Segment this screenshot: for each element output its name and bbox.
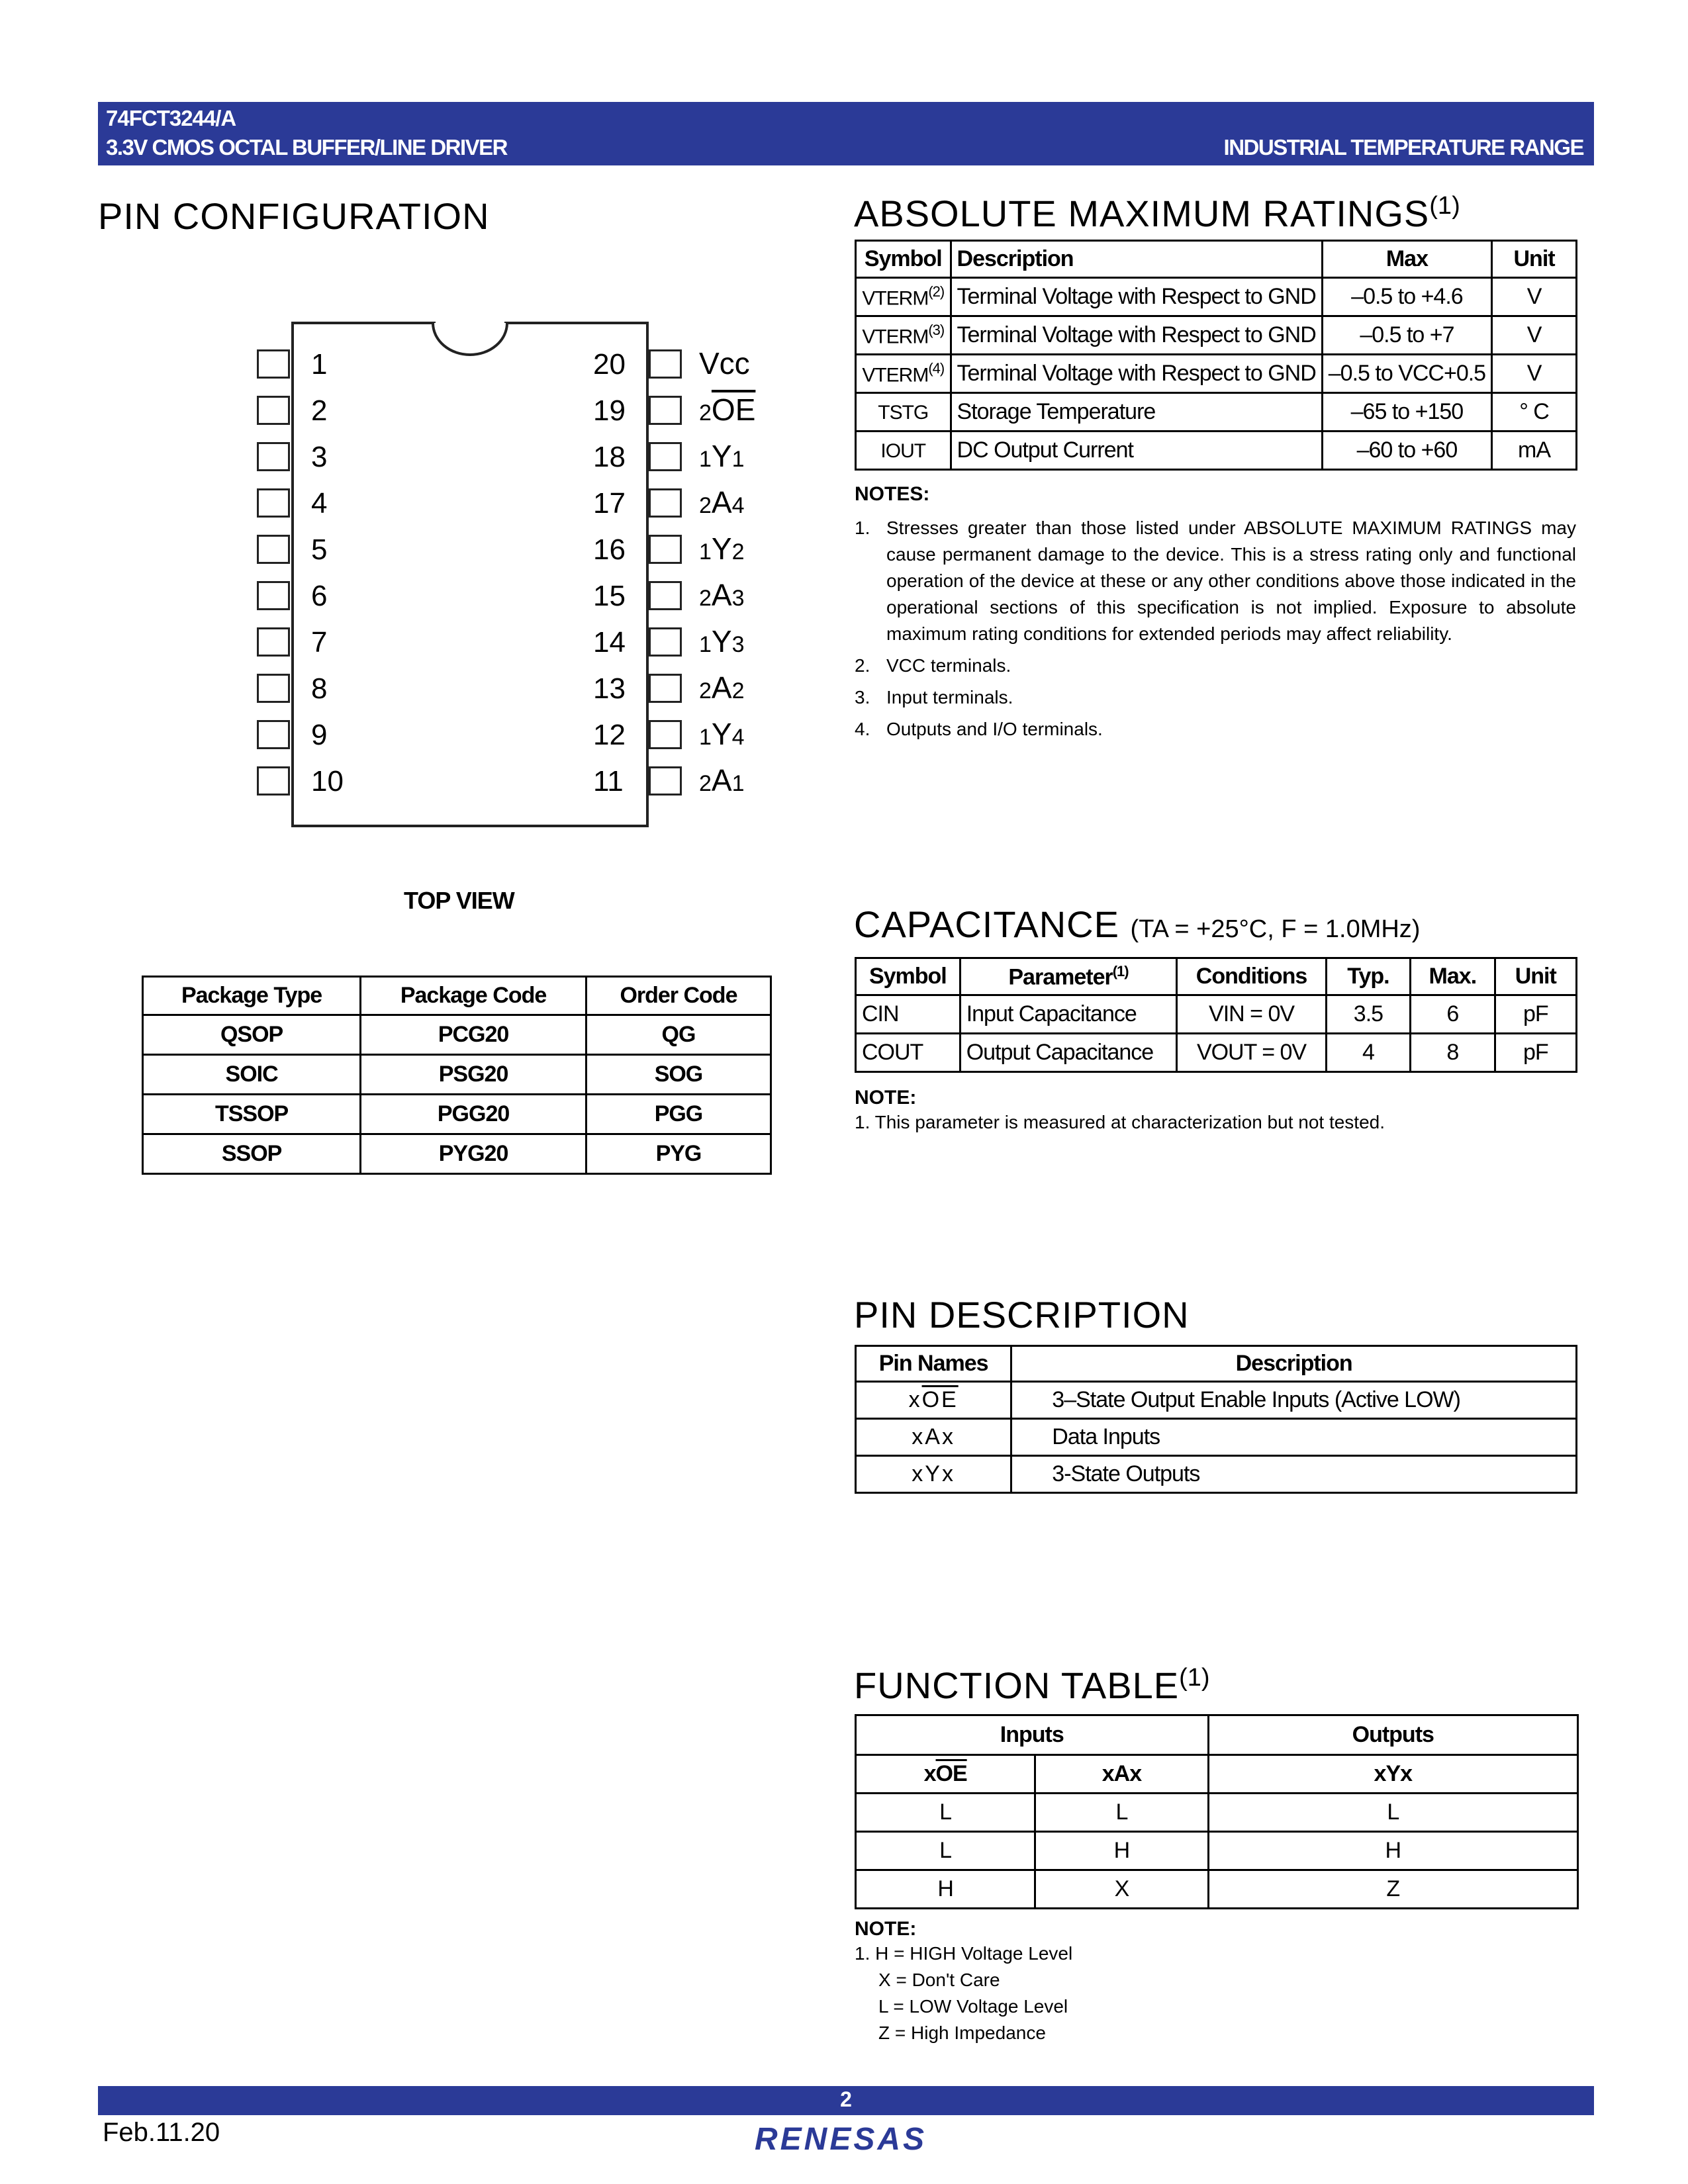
device-subtitle: 3.3V CMOS OCTAL BUFFER/LINE DRIVER <box>106 135 508 159</box>
max-cell: –0.5 to +4.6 <box>1322 278 1491 316</box>
abs-note <box>855 684 1576 711</box>
pin-name: Y <box>925 1461 942 1486</box>
function-table <box>855 1714 1579 1909</box>
table-cell: pF <box>1495 995 1576 1034</box>
symbol-ref: (3) <box>928 321 945 338</box>
pin-name-cell <box>856 1419 1011 1456</box>
pin-number: 17 <box>593 487 626 520</box>
page-number: 2 <box>840 2087 852 2111</box>
table-cell: 3.5 <box>1326 995 1410 1034</box>
pin-label-suffix: 1 <box>731 771 745 796</box>
pin-label-suffix: 2 <box>731 678 745 704</box>
capacitance-col-header <box>960 958 1177 995</box>
unit-cell: V <box>1492 278 1577 316</box>
capacitance-note: 1. This parameter is measured at characterization but not tested. <box>855 1112 1385 1132</box>
table-row <box>856 1456 1577 1493</box>
pin-label-suffix: 3 <box>731 586 745 611</box>
table-cell: H <box>1208 1832 1577 1870</box>
header-text: Unit <box>1515 964 1556 989</box>
pin-label-prefix: 2 <box>699 493 712 518</box>
pin-label-prefix: 2 <box>699 586 712 611</box>
pin-label-prefix: 1 <box>699 632 712 657</box>
note-text: VCC terminals. <box>886 655 1011 676</box>
table-row <box>856 995 1577 1034</box>
table-cell: L <box>856 1832 1035 1870</box>
description-cell: Storage Temperature <box>951 393 1322 432</box>
pin-number: 8 <box>311 672 328 705</box>
table-cell: PYG20 <box>361 1134 586 1174</box>
symbol-ref: (4) <box>928 359 945 377</box>
pin-name-prefix: x <box>912 1461 925 1486</box>
table-cell: 8 <box>1411 1034 1495 1072</box>
pin-number: 19 <box>593 394 626 427</box>
pin-number: 6 <box>311 580 328 612</box>
table-cell: QSOP <box>143 1015 361 1055</box>
header-name: xYx <box>1374 1761 1413 1786</box>
pin-11-label <box>699 762 745 798</box>
function-table-title-ref: (1) <box>1179 1664 1210 1692</box>
pin-name-prefix: x <box>912 1424 925 1449</box>
pin-label-name: Y <box>711 531 732 566</box>
header-name: xAx <box>1102 1761 1142 1786</box>
table-cell: COUT <box>856 1034 961 1072</box>
pin-name-suffix: x <box>941 1424 955 1449</box>
table-row <box>143 1055 771 1095</box>
header-ref: (1) <box>1112 962 1129 979</box>
abs-max-table <box>855 240 1577 471</box>
document-header-bar <box>98 102 1594 165</box>
pin-label-name: $\overline{OE}$ <box>711 392 756 427</box>
renesas-logo: RENESAS <box>755 2122 927 2157</box>
table-cell: L <box>1208 1794 1577 1832</box>
table-cell: PYG <box>586 1134 771 1174</box>
pin-4-pad <box>257 488 290 518</box>
pin-desc-col-header: Pin Names <box>856 1346 1011 1382</box>
pin-8-pad <box>257 674 290 703</box>
pin-label-name: Y <box>711 439 732 473</box>
pin-desc-title: PIN DESCRIPTION <box>854 1294 1190 1336</box>
abs-note <box>855 653 1576 679</box>
package-table <box>142 976 772 1175</box>
pin-16-label <box>699 531 745 567</box>
pin-label-suffix: 4 <box>731 725 745 750</box>
symbol-cell <box>856 432 951 470</box>
outputs-group-header: Outputs <box>1208 1715 1577 1755</box>
pin-19-label <box>699 392 755 428</box>
max-cell: –0.5 to VCC+0.5 <box>1322 355 1491 393</box>
pin-3-pad <box>257 442 290 471</box>
pin-label-prefix: 2 <box>699 678 712 704</box>
table-cell: SOIC <box>143 1055 361 1095</box>
pin-desc-cell: 3–State Output Enable Inputs (Active LOW) <box>1011 1382 1577 1419</box>
function-table-note-label: NOTE: <box>855 1918 917 1940</box>
pin-number: 20 <box>593 348 626 381</box>
symbol-cell <box>856 355 951 393</box>
pin-label-suffix: 2 <box>731 539 745 565</box>
document-date: Feb.11.20 <box>103 2118 220 2147</box>
pin-17-pad <box>649 488 682 518</box>
header-name: $\overline{OE}$ <box>935 1761 967 1786</box>
capacitance-col-header <box>1495 958 1576 995</box>
table-cell: pF <box>1495 1034 1576 1072</box>
pin-19-pad <box>649 396 682 425</box>
pin-name-cell <box>856 1456 1011 1493</box>
pin-number: 15 <box>593 580 626 612</box>
top-view-label: TOP VIEW <box>404 887 514 914</box>
pin-label-prefix: 2 <box>699 771 712 796</box>
pin-label-name: A <box>711 670 732 705</box>
table-row <box>143 1095 771 1134</box>
pin-label-name: A <box>711 578 732 612</box>
table-cell: PGG <box>586 1095 771 1134</box>
note-text: Input terminals. <box>886 687 1013 707</box>
pin-12-label <box>699 716 745 752</box>
header-prefix: x <box>923 1761 936 1786</box>
pin-15-pad <box>649 581 682 610</box>
pin-label-prefix: 1 <box>699 447 712 472</box>
table-cell: L <box>856 1794 1035 1832</box>
table-cell: 6 <box>1411 995 1495 1034</box>
package-col-header: Order Code <box>586 977 771 1015</box>
pin-17-label <box>699 484 745 520</box>
pin-number: 18 <box>593 441 626 473</box>
description-cell: Terminal Voltage with Respect to GND <box>951 278 1322 316</box>
pin-number: 5 <box>311 533 328 566</box>
pin-number: 11 <box>593 765 624 797</box>
header-text: Typ. <box>1347 964 1389 989</box>
table-cell: CIN <box>856 995 961 1034</box>
table-row <box>143 1134 771 1174</box>
note-text: Outputs and I/O terminals. <box>886 719 1103 739</box>
temperature-range: INDUSTRIAL TEMPERATURE RANGE <box>1223 135 1583 159</box>
abs-max-title-ref: (1) <box>1429 192 1460 220</box>
table-row <box>856 316 1577 355</box>
max-cell: –60 to +60 <box>1322 432 1491 470</box>
capacitance-title-text: CAPACITANCE <box>854 903 1119 945</box>
pin-1-pad <box>257 349 290 379</box>
table-cell: Z <box>1208 1870 1577 1909</box>
pin-name-prefix: x <box>908 1387 922 1412</box>
description-cell: Terminal Voltage with Respect to GND <box>951 316 1322 355</box>
pin-number: 1 <box>311 348 328 381</box>
pin-label-prefix: 1 <box>699 725 712 750</box>
note-number: 3. <box>855 687 870 707</box>
function-col-header <box>856 1755 1035 1794</box>
table-row <box>856 432 1577 470</box>
table-cell: PGG20 <box>361 1095 586 1134</box>
note-number: 1. <box>855 518 870 538</box>
symbol-ref: (2) <box>928 283 945 300</box>
capacitance-col-header <box>1177 958 1326 995</box>
header-text: Max. <box>1429 964 1477 989</box>
table-row <box>856 393 1577 432</box>
max-cell: –65 to +150 <box>1322 393 1491 432</box>
footer-bar <box>98 2086 1594 2115</box>
function-col-header <box>1208 1755 1577 1794</box>
table-cell: SOG <box>586 1055 771 1095</box>
symbol-text: IOUT <box>880 440 926 462</box>
pin-number: 10 <box>311 765 344 797</box>
function-table-note: Z = High Impedance <box>878 2023 1046 2043</box>
symbol-text: VTERM <box>862 287 929 310</box>
table-cell: Input Capacitance <box>960 995 1177 1034</box>
pin-number: 16 <box>593 533 626 566</box>
function-table-note: L = LOW Voltage Level <box>878 1996 1068 2017</box>
note-number: 4. <box>855 719 870 739</box>
pin-label-suffix: 3 <box>731 632 745 657</box>
pin-18-pad <box>649 442 682 471</box>
pin-name-suffix: x <box>941 1461 955 1486</box>
table-cell: VIN = 0V <box>1177 995 1326 1034</box>
pin-label-name: Vcc <box>699 346 750 381</box>
pin-16-pad <box>649 535 682 564</box>
pin-15-label <box>699 577 745 613</box>
table-cell: 4 <box>1326 1034 1410 1072</box>
note-text: Stresses greater than those listed under ABSOLUTE MAXIMUM RATINGS may cause permanent damage to the device. This is a stress rating only and functional operation of the device at these or any other conditions above those indicated in the operational sections of this specification is not implied. Exposure to absolute maximum rating conditions for extended periods may affect reliability. <box>886 518 1576 644</box>
pin-number: 12 <box>593 719 626 751</box>
pin-13-label <box>699 670 745 705</box>
pin-9-pad <box>257 720 290 749</box>
capacitance-title <box>854 903 1420 946</box>
pin-number: 3 <box>311 441 328 473</box>
pin-label-name: Y <box>711 717 732 751</box>
table-cell: PCG20 <box>361 1015 586 1055</box>
function-table-title <box>854 1664 1210 1707</box>
function-table-title-text: FUNCTION TABLE <box>854 1664 1180 1706</box>
abs-col-header: Description <box>951 241 1322 278</box>
pin-desc-cell: Data Inputs <box>1011 1419 1577 1456</box>
capacitance-col-header <box>856 958 961 995</box>
pin-14-label <box>699 623 745 659</box>
description-cell: DC Output Current <box>951 432 1322 470</box>
pin-name: $\overline{OE}$ <box>921 1387 959 1412</box>
abs-note <box>855 515 1576 647</box>
pin-20-label <box>699 345 750 381</box>
pin-label-suffix: 1 <box>731 447 745 472</box>
max-cell: –0.5 to +7 <box>1322 316 1491 355</box>
unit-cell: ° C <box>1492 393 1577 432</box>
table-cell: VOUT = 0V <box>1177 1034 1326 1072</box>
package-col-header: Package Type <box>143 977 361 1015</box>
abs-col-header: Symbol <box>856 241 951 278</box>
pin-12-pad <box>649 720 682 749</box>
unit-cell: mA <box>1492 432 1577 470</box>
pin-label-name: Y <box>711 624 732 659</box>
pin-config-title: PIN CONFIGURATION <box>98 195 490 237</box>
pin-number: 7 <box>311 626 328 659</box>
pin-20-pad <box>649 349 682 379</box>
table-cell: L <box>1035 1794 1208 1832</box>
pin-number: 13 <box>593 672 626 705</box>
function-col-header <box>1035 1755 1208 1794</box>
table-row <box>856 1419 1577 1456</box>
function-table-note: X = Don't Care <box>878 1970 1000 1990</box>
capacitance-table <box>855 957 1577 1073</box>
header-text: Symbol <box>868 964 947 989</box>
function-table-note: 1. H = HIGH Voltage Level <box>855 1943 1073 1964</box>
header-text: Parameter <box>1008 964 1113 990</box>
pin-6-pad <box>257 581 290 610</box>
pin-number: 14 <box>593 626 626 659</box>
symbol-text: VTERM <box>862 364 929 387</box>
table-cell: PSG20 <box>361 1055 586 1095</box>
capacitance-col-header <box>1326 958 1410 995</box>
pin-name: A <box>925 1424 942 1449</box>
header-text: Conditions <box>1196 964 1307 989</box>
pin-desc-col-header: Description <box>1011 1346 1577 1382</box>
symbol-cell <box>856 316 951 355</box>
description-cell: Terminal Voltage with Respect to GND <box>951 355 1322 393</box>
pin-10-pad <box>257 766 290 796</box>
note-number: 2. <box>855 655 870 676</box>
table-cell: H <box>1035 1832 1208 1870</box>
pin-7-pad <box>257 627 290 657</box>
symbol-cell <box>856 393 951 432</box>
table-cell: Output Capacitance <box>960 1034 1177 1072</box>
inputs-group-header: Inputs <box>856 1715 1209 1755</box>
abs-note <box>855 716 1576 743</box>
table-cell: TSSOP <box>143 1095 361 1134</box>
table-row <box>856 278 1577 316</box>
table-row <box>856 1870 1578 1909</box>
package-col-header: Package Code <box>361 977 586 1015</box>
unit-cell: V <box>1492 355 1577 393</box>
table-row <box>856 1832 1578 1870</box>
capacitance-conditions: (TA = +25°C, F = 1.0MHz) <box>1130 915 1421 943</box>
pin-number: 4 <box>311 487 328 520</box>
abs-col-header: Max <box>1322 241 1491 278</box>
abs-col-header: Unit <box>1492 241 1577 278</box>
unit-cell: V <box>1492 316 1577 355</box>
part-number: 74FCT3244/A <box>106 106 236 130</box>
pin1-notch <box>430 320 510 360</box>
table-row <box>143 1015 771 1055</box>
pin-name-cell <box>856 1382 1011 1419</box>
table-row <box>856 1382 1577 1419</box>
abs-notes-label: NOTES: <box>855 483 930 505</box>
pin-label-name: A <box>711 485 732 520</box>
table-row <box>856 1034 1577 1072</box>
pin-18-label <box>699 438 745 474</box>
table-cell: H <box>856 1870 1035 1909</box>
pin-5-pad <box>257 535 290 564</box>
pin-2-pad <box>257 396 290 425</box>
table-row <box>856 355 1577 393</box>
pin-number: 9 <box>311 719 328 751</box>
symbol-text: VTERM <box>862 326 929 348</box>
symbol-text: TSTG <box>878 402 929 424</box>
capacitance-note-label: NOTE: <box>855 1087 917 1109</box>
pin-14-pad <box>649 627 682 657</box>
abs-max-title <box>854 192 1460 235</box>
pin-desc-cell: 3-State Outputs <box>1011 1456 1577 1493</box>
abs-max-title-text: ABSOLUTE MAXIMUM RATINGS <box>854 193 1430 234</box>
pin-11-pad <box>649 766 682 796</box>
table-row <box>856 1794 1578 1832</box>
pin-number: 2 <box>311 394 328 427</box>
pin-label-suffix: 4 <box>731 493 745 518</box>
symbol-cell <box>856 278 951 316</box>
table-cell: SSOP <box>143 1134 361 1174</box>
table-cell: X <box>1035 1870 1208 1909</box>
table-cell: QG <box>586 1015 771 1055</box>
pin-label-prefix: 2 <box>699 400 712 426</box>
pin-label-prefix: 1 <box>699 539 712 565</box>
capacitance-col-header <box>1411 958 1495 995</box>
pin-label-name: A <box>711 763 732 797</box>
pin-13-pad <box>649 674 682 703</box>
pin-description-table <box>855 1345 1577 1494</box>
